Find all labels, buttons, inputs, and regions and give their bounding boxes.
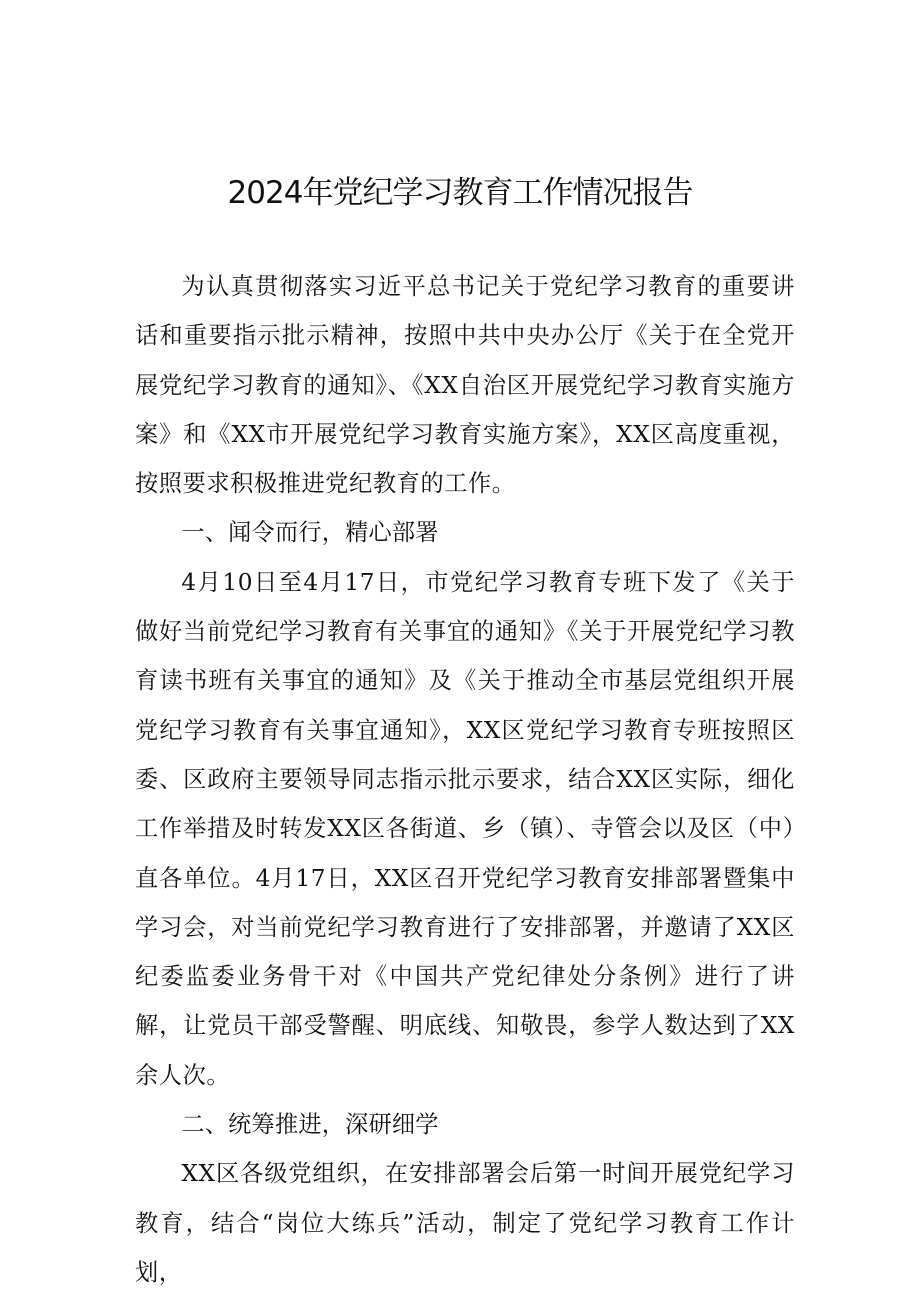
- intro-paragraph: 为认真贯彻落实习近平总书记关于党纪学习教育的重要讲话和重要指示批示精神，按照中共中央办公厅《关于在全党开展党纪学习教育的通知》、《XX自治区开展党纪学习教育实施方案》和《XX市开展党纪学习教育实施方案》，XX区高度重视，按照要求积极推进党纪教育的工作。: [135, 273, 795, 498]
- document-body: [135, 262, 795, 1297]
- document-title: 2024年党纪学习教育工作情况报告: [227, 175, 693, 211]
- section-heading-2: 二、统筹推进，深研细学: [181, 1111, 439, 1139]
- section-heading-1: 一、闻令而行，精心部署: [181, 519, 439, 547]
- section-1-paragraph: 4月10日至4月17日，市党纪学习教育专班下发了《关于做好当前党纪学习教育有关事宜的通知》《关于开展党纪学习教育读书班有关事宜的通知》及《关于推动全市基层党组织开展党纪学习教育有关事宜通知》，XX区党纪学习教育专班按照区委、区政府主要领导同志指示批示要求，结合XX区实际，细化工作举措及时转发XX区各街道、乡（镇）、寺管会以及区（中）直各单位。4月17日，XX区召开党纪学习教育安排部署暨集中学习会，对当前党纪学习教育进行了安排部署，并邀请了XX区纪委监委业务骨干对《中国共产党纪律处分条例》进行了讲解，让党员干部受警醒、明底线、知敬畏，参学人数达到了XX余人次。: [135, 568, 795, 1089]
- section-2-paragraph: XX区各级党组织，在安排部署会后第一时间开展党纪学习教育，结合“岗位大练兵”活动，制定了党纪学习教育工作计划，: [135, 1160, 795, 1286]
